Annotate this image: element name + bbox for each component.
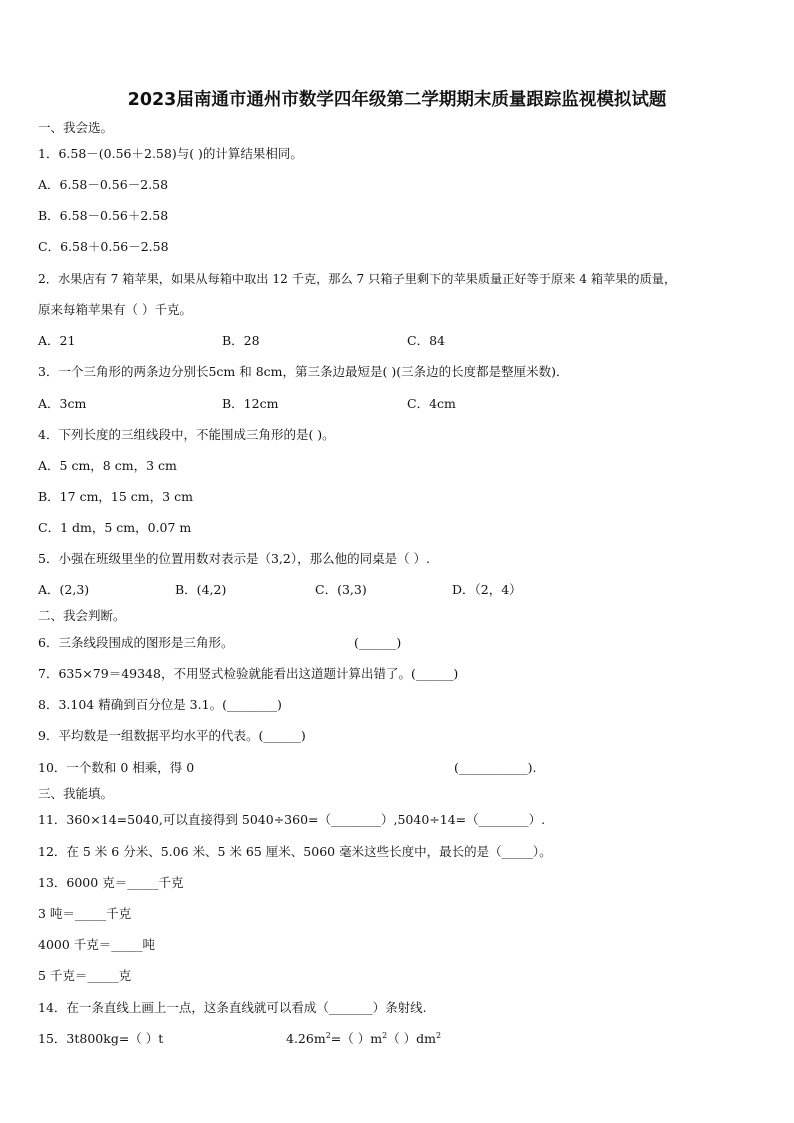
- question-5-option-c: C．(3,3): [315, 582, 367, 597]
- question-2-option-c: C．84: [407, 333, 445, 348]
- question-6-stem: 6．三条线段围成的图形是三角形。: [38, 635, 234, 650]
- question-10: [38, 760, 537, 776]
- question-15-part-2a: 4.26m: [286, 1031, 326, 1046]
- question-13-line-3: 4000 千克＝_____吨: [38, 937, 156, 952]
- question-6-answer-blank: (______): [354, 635, 402, 650]
- question-3-option-b: B．12cm: [222, 396, 279, 411]
- question-1-stem: 1．6.58－(0.56＋2.58)与( )的计算结果相同。: [38, 146, 303, 161]
- question-2-stem-line-1: 2．水果店有 7 箱苹果，如果从每箱中取出 12 千克，那么 7 只箱子里剩下的苹果质量正好等于原来 4 箱苹果的质量，: [38, 272, 677, 286]
- question-15: [38, 1030, 442, 1047]
- question-15-sup-2: 2: [382, 1030, 388, 1040]
- question-13-line-2: 3 吨＝_____千克: [38, 906, 132, 921]
- question-7-stem: 7．635×79＝49348，不用竖式检验就能看出这道题计算出错了。(______): [38, 666, 459, 681]
- question-11-stem: 11．360×14=5040,可以直接得到 5040÷360=（________）,5040÷14=（________）.: [38, 812, 546, 827]
- question-4-option-a: A．5 cm，8 cm，3 cm: [38, 458, 177, 473]
- question-3-stem: 3．一个三角形的两条边分别长5cm 和 8cm，第三条边最短是( )(三条边的长度都是整厘米数)．: [38, 364, 569, 379]
- question-4-stem: 4．下列长度的三组线段中，不能围成三角形的是( )。: [38, 427, 335, 442]
- question-3-option-c: C．4cm: [407, 396, 456, 411]
- question-9-stem: 9．平均数是一组数据平均水平的代表。(______): [38, 728, 306, 743]
- question-15-part-1: 15．3t800kg=（ ）t: [38, 1031, 164, 1046]
- question-8-stem: 8．3.104 精确到百分位是 3.1。(________): [38, 697, 282, 712]
- question-12-stem: 12．在 5 米 6 分米、5.06 米、5 米 65 厘米、5060 毫米这些长度中，最长的是（_____）。: [38, 844, 552, 859]
- question-5-option-d: D．（2，4）: [452, 582, 522, 597]
- question-3-option-a: A．3cm: [38, 396, 87, 411]
- question-15-sup-3: 2: [436, 1030, 442, 1040]
- question-1-option-c: C．6.58＋0.56－2.58: [38, 239, 169, 254]
- question-1-option-b: B．6.58－0.56＋2.58: [38, 208, 169, 223]
- question-1-option-a: A．6.58－0.56－2.58: [38, 177, 169, 192]
- section-heading-fill: 三、我能填。: [38, 786, 114, 801]
- question-15-part-2c: （ ）dm: [387, 1031, 437, 1046]
- question-10-answer-blank: (___________).: [454, 760, 537, 775]
- question-2-option-b: B．28: [222, 333, 260, 348]
- question-2-option-a: A．21: [38, 333, 76, 348]
- question-15-part-2: [286, 1031, 441, 1047]
- section-heading-judge: 二、我会判断。: [38, 608, 126, 623]
- question-15-sup-1: 2: [325, 1030, 331, 1040]
- question-15-part-2b: =（ ）m: [330, 1031, 383, 1046]
- question-5-option-a: A．(2,3): [38, 582, 90, 597]
- question-13-line-1: 13．6000 克＝_____千克: [38, 875, 184, 890]
- question-14-stem: 14．在一条直线上画上一点，这条直线就可以看成（_______）条射线.: [38, 1000, 427, 1015]
- question-5-option-b: B．(4,2): [175, 582, 227, 597]
- question-4-option-c: C．1 dm，5 cm，0.07 m: [38, 520, 192, 535]
- page-title: 2023届南通市通州市数学四年级第二学期期末质量跟踪监视模拟试题: [127, 90, 667, 110]
- question-4-option-b: B．17 cm，15 cm，3 cm: [38, 489, 193, 504]
- question-6: [38, 635, 402, 651]
- question-13-line-4: 5 千克＝_____克: [38, 968, 132, 983]
- section-heading-choice: 一、我会选。: [38, 120, 114, 135]
- question-10-stem: 10．一个数和 0 相乘，得 0: [38, 760, 195, 775]
- question-2-stem-line-2: 原来每箱苹果有（ ）千克。: [38, 302, 192, 317]
- question-5-stem: 5．小强在班级里坐的位置用数对表示是（3,2），那么他的同桌是（ ）.: [38, 551, 431, 566]
